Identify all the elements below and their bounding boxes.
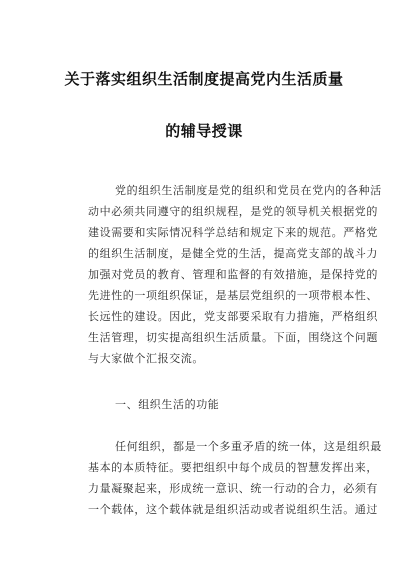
paragraph-2-line: 任何组织，都是一个多重矛盾的统一体，这是组织最: [115, 440, 382, 453]
paragraph-1-line: 长远性的建设。因此，党支部要采取有力措施，严格组织: [88, 310, 378, 323]
paragraph-2-line: 力量凝聚起来，形成统一意识、统一行动的合力，必须有: [88, 482, 378, 495]
document-title-line-1: 关于落实组织生活制度提高党内生活质量: [64, 70, 344, 88]
paragraph-1-line: 党的组织生活制度是党的组织和党员在党内的各种活: [115, 184, 382, 197]
paragraph-1-line: 生活管理，切实提高组织生活质量。下面，围绕这个问题: [88, 331, 378, 344]
paragraph-1-line: 动中必须共同遵守的组织规程，是党的领导机关根据党的: [88, 205, 378, 218]
paragraph-1-line: 建设需要和实际情况科学总结和规定下来的规范。严格党: [88, 226, 378, 239]
paragraph-1-line: 先进性的一项组织保证，是基层党组织的一项带根本性、: [88, 289, 378, 302]
paragraph-2-line: 一个载体，这个载体就是组织活动或者说组织生活。通过: [88, 503, 378, 516]
paragraph-2-line: 基本的本质特征。要把组织中每个成员的智慧发挥出来，: [88, 461, 378, 474]
paragraph-1-line: 的组织生活制度，是健全党的生活，提高党支部的战斗力: [88, 247, 378, 260]
section-1-heading: 一、组织生活的功能: [115, 398, 220, 411]
document-title-line-2: 的辅导授课: [165, 122, 243, 140]
paragraph-1-line: 加强对党员的教育、管理和监督的有效措施，是保持党的: [88, 268, 378, 281]
paragraph-1-line: 与大家做个汇报交流。: [88, 352, 204, 365]
